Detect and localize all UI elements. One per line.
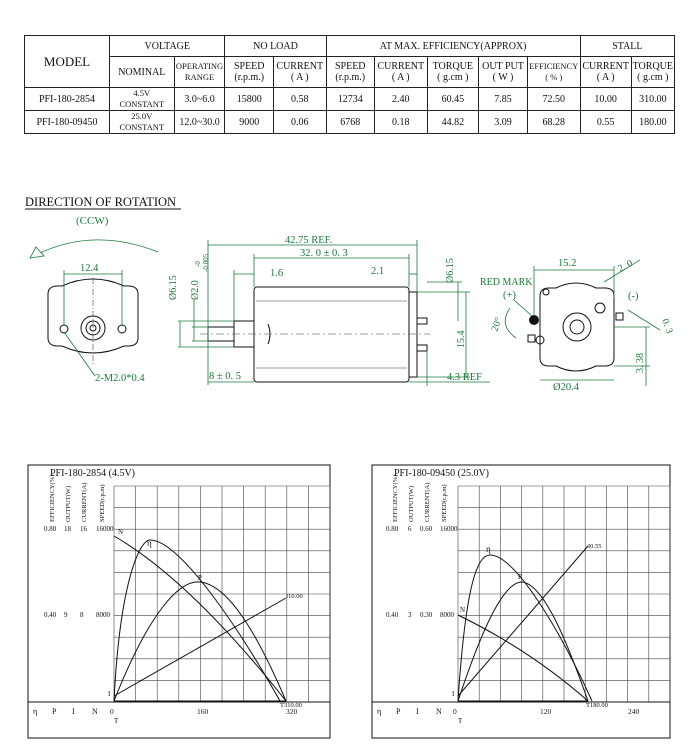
speed-curve xyxy=(458,615,588,701)
performance-charts xyxy=(0,460,700,750)
efficiency-curve xyxy=(458,555,592,701)
output-curve xyxy=(114,582,286,701)
dim-32: 32. 0 ± 0. 3 xyxy=(300,248,348,259)
mid-value-output: 9 xyxy=(64,611,68,619)
chart-frame xyxy=(372,465,670,738)
mid-value-current: 8 xyxy=(80,611,84,619)
curve-label-eta: η xyxy=(486,544,491,554)
axis-label-speed: SPEED(r.p.m) xyxy=(99,484,106,522)
sub-nl-speed: SPEED (r.p.m.) xyxy=(225,57,274,88)
bottom-letters xyxy=(377,707,442,716)
axis-label-output: OUTPUT(W) xyxy=(65,485,72,522)
top-values xyxy=(386,525,458,533)
x-ticks xyxy=(110,707,298,716)
cell-me-current: 2.40 xyxy=(375,88,428,111)
rotation-title: DIRECTION OF ROTATION xyxy=(25,195,177,209)
bottom-letter-eta: η xyxy=(33,707,38,716)
axis-label-speed: SPEED(r.p.m) xyxy=(441,484,448,522)
annotation-current: I10.00 xyxy=(286,593,303,600)
axis-label-current: CURRENT(A) xyxy=(81,482,88,522)
x-tick-0: 0 xyxy=(453,707,457,716)
sub-me-torque: TORQUE ( g.cm ) xyxy=(427,57,479,88)
bottom-letter-eta: η xyxy=(377,707,382,716)
sub-nl-current: CURRENT ( A ) xyxy=(273,57,326,88)
x-tick-max: 320 xyxy=(286,707,298,716)
curve-label-n: N xyxy=(118,528,124,536)
cell-st-torque: 180.00 xyxy=(631,111,674,134)
cell-model: PFI-180-09450 xyxy=(25,111,110,134)
x-tick-mid: 120 xyxy=(540,707,552,716)
bottom-letter-p: P xyxy=(52,707,57,716)
curve-label-t: T xyxy=(458,717,463,725)
cell-st-current: 10.00 xyxy=(580,88,631,111)
mechanical-drawing xyxy=(0,190,700,450)
cell-me-output: 7.85 xyxy=(479,88,528,111)
axis-label-efficiency: EFFICIENCY(%) xyxy=(392,474,399,522)
mid-value-speed: 8000 xyxy=(96,611,110,619)
header-max-efficiency: AT MAX. EFFICIENCY(APPROX) xyxy=(326,36,580,57)
chart-pfi-180-09450 xyxy=(372,465,670,738)
curve-label-p: P xyxy=(518,573,522,581)
axis-labels xyxy=(49,475,106,522)
sub-me-efficiency: EFFICIENCY ( % ) xyxy=(527,57,580,88)
curve-label-eta: η xyxy=(147,538,152,548)
dim-shaft-tolerance-zero: -0 xyxy=(194,261,202,267)
sub-me-speed: SPEED (r.p.m.) xyxy=(326,57,375,88)
cell-me-torque: 44.82 xyxy=(427,111,479,134)
mid-value-output: 3 xyxy=(408,611,412,619)
bottom-letter-p: P xyxy=(396,707,401,716)
minus-terminal: (-) xyxy=(628,291,639,302)
cell-nl-current: 0.06 xyxy=(273,111,326,134)
bottom-letter-i: I xyxy=(416,707,419,716)
curve-label-p: P xyxy=(198,574,202,582)
dim-diameter-6-15-right: Ø6.15 xyxy=(445,258,456,283)
mid-value-efficiency: 0.40 xyxy=(386,611,399,619)
mid-values xyxy=(386,611,455,619)
curves xyxy=(458,546,592,701)
sub-me-output: OUT PUT ( W ) xyxy=(479,57,528,88)
curve-label-n: N xyxy=(460,606,466,614)
end-view-rear xyxy=(528,283,623,371)
cell-me-current: 0.18 xyxy=(375,111,428,134)
x-ticks xyxy=(453,707,640,716)
cell-me-output: 3.09 xyxy=(479,111,528,134)
dim-0-3: 0. 3 xyxy=(659,317,675,336)
chart-pfi-180-2854 xyxy=(28,465,330,738)
end-view-front xyxy=(48,278,138,365)
header-voltage: VOLTAGE xyxy=(110,36,225,57)
sub-nominal: NOMINAL xyxy=(110,57,175,88)
top-value-current: 16 xyxy=(80,525,87,533)
header-no-load: NO LOAD xyxy=(225,36,326,57)
plus-terminal: (+) xyxy=(503,290,516,301)
speed-curve xyxy=(114,536,286,701)
dim-42-75: 42.75 REF. xyxy=(285,235,333,246)
header-stall: STALL xyxy=(580,36,674,57)
efficiency-curve xyxy=(114,540,280,701)
mid-value-efficiency: 0.40 xyxy=(44,611,57,619)
bottom-letter-n: N xyxy=(436,707,442,716)
top-value-speed: 16000 xyxy=(96,525,114,533)
dim-2-1: 2.1 xyxy=(371,266,385,277)
chart-title: PFI-180-2854 (4.5V) xyxy=(50,468,135,479)
spec-table xyxy=(24,35,675,134)
cell-nl-current: 0.58 xyxy=(273,88,326,111)
bottom-letters xyxy=(33,707,98,716)
bottom-letter-n: N xyxy=(92,707,98,716)
top-value-current: 0.60 xyxy=(420,525,433,533)
top-value-efficiency: 0.80 xyxy=(44,525,57,533)
rotation-direction: (CCW) xyxy=(76,215,109,227)
dim-2-0: 2. 0 xyxy=(616,257,635,275)
cell-model: PFI-180-2854 xyxy=(25,88,110,111)
cell-st-torque: 310.00 xyxy=(631,88,674,111)
dim-8: 8 ± 0. 5 xyxy=(209,371,242,382)
dim-shaft-tolerance: -0.005 xyxy=(202,253,210,272)
curves xyxy=(114,536,286,701)
dim-15-4: 15.4 xyxy=(456,330,467,348)
cell-range: 12.0~30.0 xyxy=(174,111,225,134)
cell-me-eff: 68.28 xyxy=(527,111,580,134)
annotation-torque: T180.00 xyxy=(586,702,608,709)
dim-shaft-diameter: Ø2.0 xyxy=(190,280,201,300)
bottom-letter-i: I xyxy=(72,707,75,716)
sub-st-current: CURRENT ( A ) xyxy=(580,57,631,88)
cell-nominal: 4.5V CONSTANT xyxy=(110,88,175,111)
motor-side-view xyxy=(200,287,430,382)
dim-20-degree: 20° xyxy=(489,316,505,334)
mid-values xyxy=(44,611,111,619)
cell-nl-speed: 9000 xyxy=(225,111,274,134)
table-row xyxy=(25,111,675,134)
dim-4-3-ref: 4.3 REF xyxy=(447,372,483,383)
cell-nl-speed: 15800 xyxy=(225,88,274,111)
top-value-output: 18 xyxy=(64,525,71,533)
output-curve xyxy=(458,582,588,701)
dim-1-6: 1.6 xyxy=(270,268,284,279)
dim-3-38: 3. 38 xyxy=(635,353,646,373)
curve-label-i: I xyxy=(108,690,111,698)
chart-title: PFI-180-09450 (25.0V) xyxy=(394,468,489,479)
mid-value-speed: 8000 xyxy=(440,611,454,619)
sub-operating-range: OPERATING RANGE xyxy=(174,57,225,88)
sub-st-torque: TORQUE ( g.cm ) xyxy=(631,57,674,88)
dim-diameter-20-4: Ø20.4 xyxy=(553,382,579,393)
cell-range: 3.0~6.0 xyxy=(174,88,225,111)
cell-me-eff: 72.50 xyxy=(527,88,580,111)
dim-m2-thread: 2-M2.0*0.4 xyxy=(95,373,145,384)
annotation-torque: T310.00 xyxy=(280,702,302,709)
x-tick-0: 0 xyxy=(110,707,114,716)
cell-me-speed: 12734 xyxy=(326,88,375,111)
top-values xyxy=(44,525,114,533)
table-row xyxy=(25,88,675,111)
axis-label-current: CURRENT(A) xyxy=(424,482,431,522)
top-value-efficiency: 0.80 xyxy=(386,525,399,533)
dim-diameter-6-15-left: Ø6.15 xyxy=(168,275,179,300)
cell-nominal: 25.0V CONSTANT xyxy=(110,111,175,134)
red-mark-label: RED MARK xyxy=(480,277,533,288)
red-mark-dot xyxy=(529,315,539,325)
x-tick-max: 240 xyxy=(628,707,640,716)
cell-me-torque: 60.45 xyxy=(427,88,479,111)
curve-label-t: T xyxy=(114,717,119,725)
cell-st-current: 0.55 xyxy=(580,111,631,134)
axis-label-efficiency: EFFICIENCY(%) xyxy=(49,474,56,522)
chart-grid xyxy=(458,486,670,702)
mid-value-current: 0.30 xyxy=(420,611,433,619)
cell-me-speed: 6768 xyxy=(326,111,375,134)
top-value-output: 6 xyxy=(408,525,412,533)
dim-12-4: 12.4 xyxy=(80,263,99,274)
header-model: MODEL xyxy=(25,36,110,88)
rotation-arrow-icon xyxy=(30,240,158,258)
axis-labels xyxy=(392,475,448,522)
annotation-current: I0.55 xyxy=(588,543,602,550)
axis-label-output: OUTPUT(W) xyxy=(408,485,415,522)
dim-15-2: 15.2 xyxy=(558,258,577,269)
top-value-speed: 16000 xyxy=(440,525,458,533)
sub-me-current: CURRENT ( A ) xyxy=(375,57,428,88)
curve-label-i: I xyxy=(452,690,455,698)
x-tick-mid: 160 xyxy=(197,707,209,716)
